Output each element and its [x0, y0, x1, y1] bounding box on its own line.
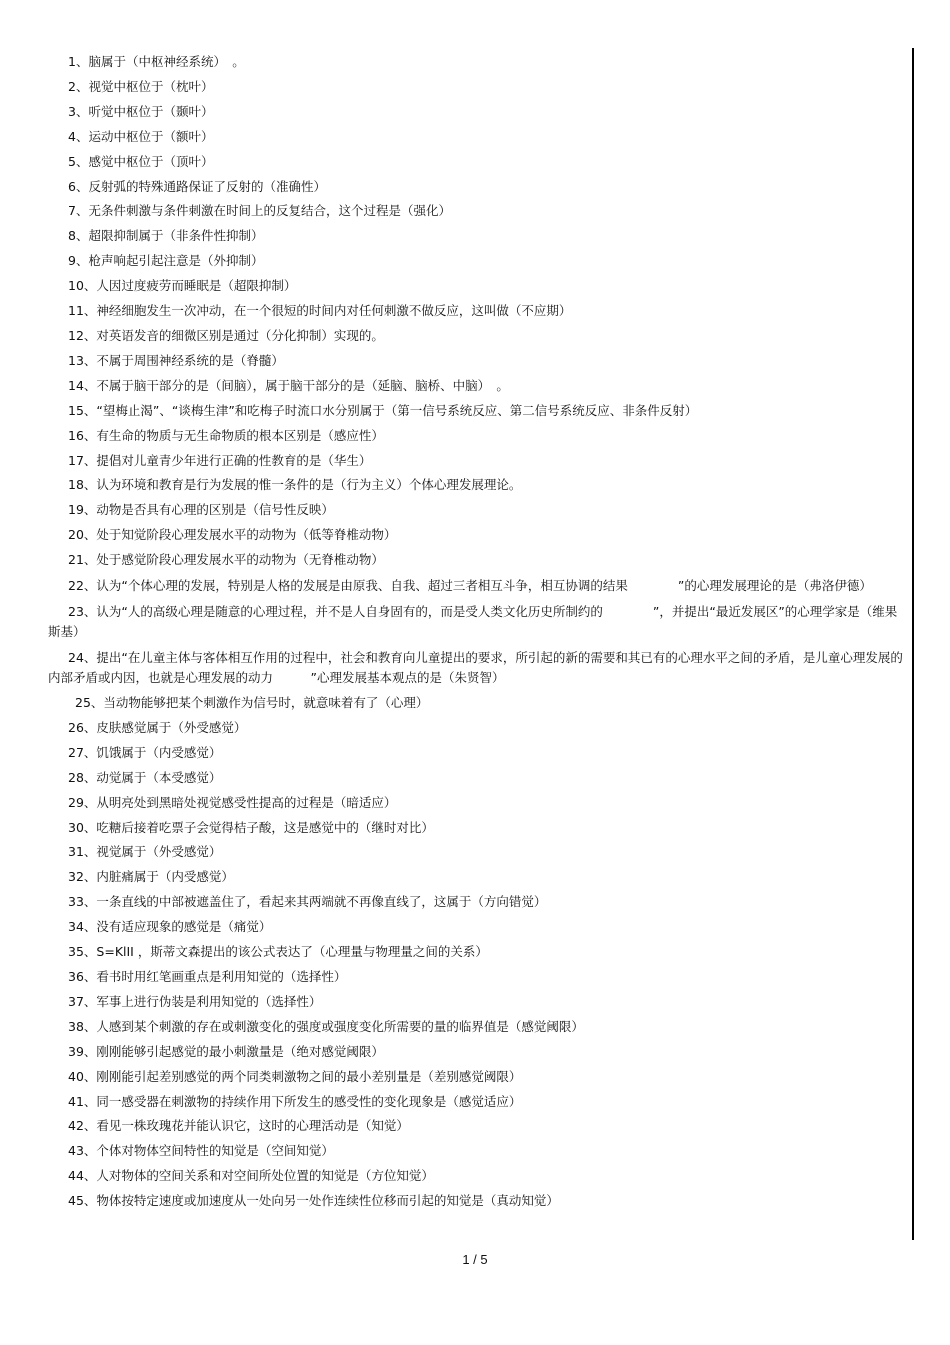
list-item: 23、认为“人的高级心理是随意的心理过程，并不是人自身固有的，而是受人类文化历史所制约的 ”，并提出“最近发展区”的心理学家是（维果斯基） — [48, 604, 898, 640]
list-item: 18、认为环境和教育是行为发展的惟一条件的是（行为主义）个体心理发展理论。 — [68, 477, 522, 493]
list-item: 29、从明亮处到黑暗处视觉感受性提高的过程是（暗适应） — [68, 794, 397, 810]
list-item: 45、物体按特定速度或加速度从一处向另一处作连续性位移而引起的知觉是（真动知觉） — [68, 1193, 559, 1209]
list-item: 1、脑属于（中枢神经系统） 。 — [68, 54, 245, 69]
list-item: 24、提出“在儿童主体与客体相互作用的过程中，社会和教育向儿童提出的要求，所引起的新的需要和其已有的心理水平之间的矛盾，是儿童心理发展的内部矛盾或内因，也就是心理发展的动力 ”心理发展基本观点的是（朱贤智） — [48, 650, 903, 686]
list-item: 17、提倡对儿童青少年进行正确的性教育的是（华生） — [68, 452, 372, 468]
list-item: 43、个体对物体空间特性的知觉是（空间知觉） — [68, 1143, 334, 1159]
list-item: 5、感觉中枢位于（顶叶） — [68, 153, 214, 169]
list-item: 14、不属于脑干部分的是（间脑），属于脑干部分的是（延脑、脑桥、中脑） 。 — [68, 377, 509, 393]
list-item: 8、超限抑制属于（非条件性抑制） — [68, 228, 264, 244]
list-item: 12、对英语发音的细微区别是通过（分化抑制）实现的。 — [68, 327, 384, 343]
list-item: 2、视觉中枢位于（枕叶） — [68, 78, 214, 94]
list-item: 35、S=KlII ，斯蒂文森提出的该公式表达了（心理量与物理量之间的关系） — [68, 944, 488, 960]
right-margin-rule — [912, 48, 914, 1240]
list-item: 10、人因过度疲劳而睡眠是（超限抑制） — [68, 278, 297, 294]
list-item: 40、刚刚能引起差别感觉的两个同类刺激物之间的最小差别量是（差别感觉阈限） — [68, 1068, 522, 1084]
list-item: 36、看书时用红笔画重点是利用知觉的（选择性） — [68, 969, 347, 984]
list-item: 33、一条直线的中部被遮盖住了，看起来其两端就不再像直线了，这属于（方向错觉） — [68, 894, 547, 910]
question-list — [48, 50, 903, 1214]
list-item: 27、饥饿属于（内受感觉） — [68, 744, 222, 760]
page-number: 1 / 5 — [462, 1252, 488, 1267]
list-item: 38、人感到某个刺激的存在或刺激变化的强度或强度变化所需要的量的临界值是（感觉阈限） — [68, 1018, 584, 1034]
list-item: 39、刚刚能够引起感觉的最小刺激量是（绝对感觉阈限） — [68, 1043, 384, 1059]
list-item: 41、同一感受器在刺激物的持续作用下所发生的感受性的变化现象是（感觉适应） — [68, 1093, 522, 1109]
list-item: 9、枪声响起引起注意是（外抑制） — [68, 253, 264, 269]
list-item: 3、听觉中枢位于（颞叶） — [68, 103, 214, 119]
list-item: 19、动物是否具有心理的区别是（信号性反映） — [68, 502, 334, 518]
list-item: 30、吃糖后接着吃票子会觉得桔子酸，这是感觉中的（继时对比） — [68, 819, 434, 835]
list-item: 26、皮肤感觉属于（外受感觉） — [68, 719, 247, 735]
list-item: 4、运动中枢位于（额叶） — [68, 128, 214, 144]
list-item: 6、反射弧的特殊通路保证了反射的（准确性） — [68, 178, 326, 194]
list-item: 15、“望梅止渴”、“谈梅生津”和吃梅子时流口水分别属于（第一信号系统反应、第二信号系统反应、非条件反射） — [68, 402, 698, 418]
list-item: 13、不属于周围神经系统的是（脊髓） — [68, 352, 284, 368]
list-item: 34、没有适应现象的感觉是（痛觉） — [68, 919, 272, 935]
list-item: 16、有生命的物质与无生命物质的根本区别是（感应性） — [68, 427, 384, 443]
list-item: 44、人对物体的空间关系和对空间所处位置的知觉是（方位知觉） — [68, 1168, 434, 1184]
list-item: 28、动觉属于（本受感觉） — [68, 769, 222, 785]
list-item: 7、无条件刺激与条件刺激在时间上的反复结合，这个过程是（强化） — [68, 203, 451, 219]
list-item: 11、神经细胞发生一次冲动，在一个很短的时间内对任何刺激不做反应，这叫做（不应期） — [68, 303, 572, 319]
list-item: 22、认为“个体心理的发展，特别是人格的发展是由原我、自我、超过三者相互斗争，相互协调的结果 ”的心理发展理论的是（弗洛伊德） — [68, 578, 872, 594]
list-item: 20、处于知觉阶段心理发展水平的动物为（低等脊椎动物） — [68, 527, 397, 543]
list-item: 31、视觉属于（外受感觉） — [68, 844, 222, 860]
list-item: 37、军事上进行伪装是利用知觉的（选择性） — [68, 993, 322, 1009]
list-item: 25、当动物能够把某个刺激作为信号时，就意味着有了（心理） — [75, 695, 429, 711]
list-item: 32、内脏痛属于（内受感觉） — [68, 869, 234, 885]
list-item: 42、看见一株玫瑰花并能认识它，这时的心理活动是（知觉） — [68, 1118, 409, 1134]
list-item: 21、处于感觉阶段心理发展水平的动物为（无脊椎动物） — [68, 552, 384, 568]
